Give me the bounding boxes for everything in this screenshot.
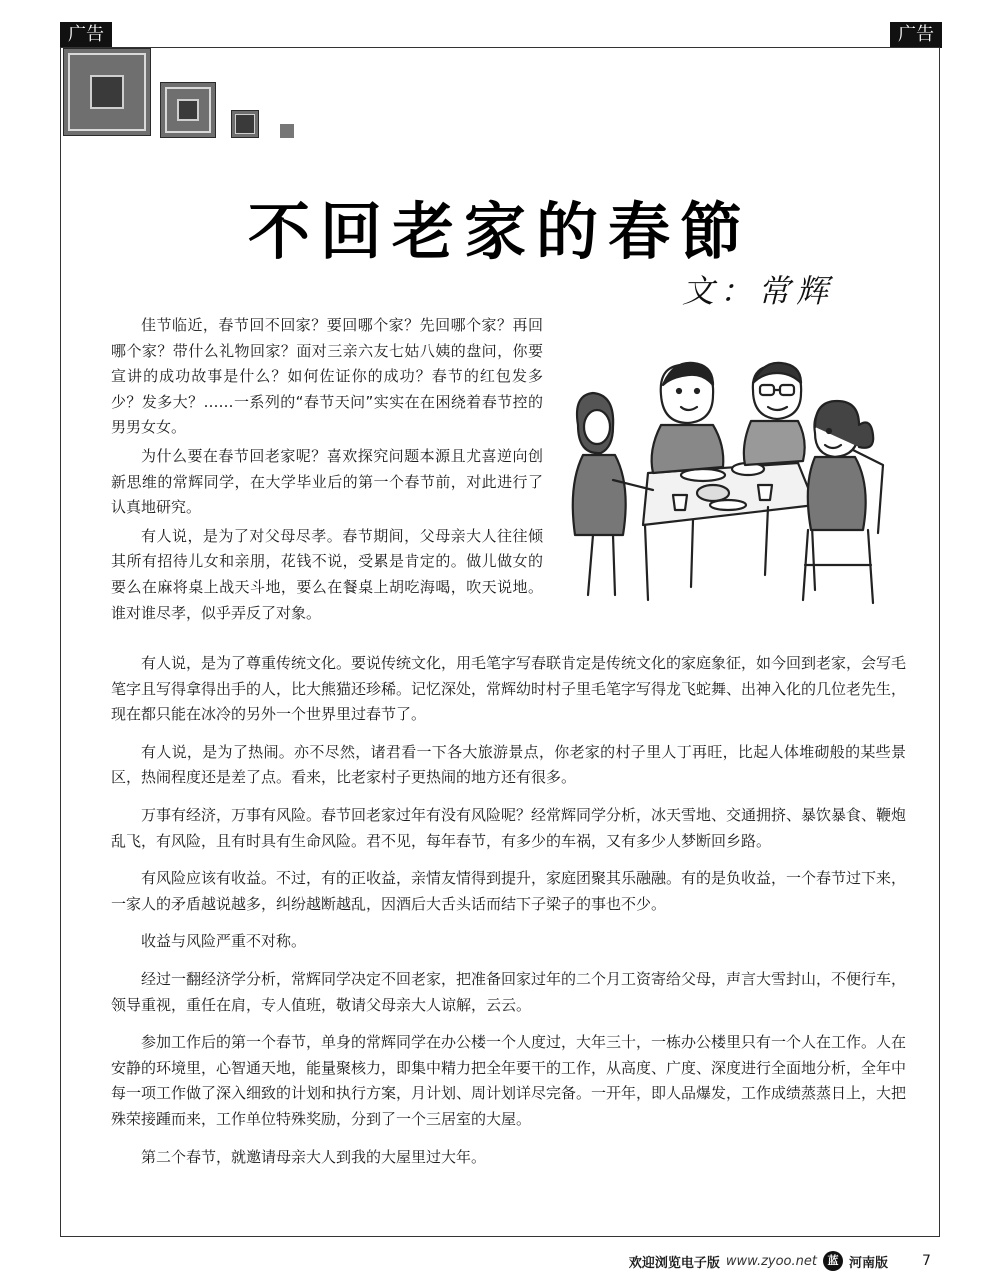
- paragraph: 经过一翻经济学分析，常辉同学决定不回老家，把准备回家过年的二个月工资寄给父母，声言大雪封山，不便行车，领导重视，重任在肩，专人值班，敬请父母亲大人谅解，云云。: [111, 969, 907, 1014]
- intro-text-column: [111, 313, 543, 629]
- paragraph: 有人说，是为了热闹。亦不尽然，诸君看一下各大旅游景点，你老家的村子里人丁再旺，比起人体堆砌般的某些景区，热闹程度还是差了点。看来，比老家村子更热闹的地方还有很多。: [111, 742, 906, 787]
- paragraph: 万事有经济，万事有风险。春节回老家过年有没有风险呢？经常辉同学分析，冰天雪地、交通拥挤、暴饮暴食、鞭炮乱飞，有风险，且有时具有生命风险。君不见，每年春节，有多少的车祸，又有多少人梦断回乡路。: [111, 805, 907, 850]
- ornament-tiny-icon: [280, 124, 294, 138]
- ad-label-left: 广告: [60, 22, 112, 48]
- footer-url[interactable]: www.zyoo.net: [725, 1253, 817, 1269]
- main-text-column: [111, 651, 906, 1182]
- footer: [629, 1250, 888, 1272]
- paragraph: 有风险应该有收益。不过，有的正收益，亲情友情得到提升，家庭团聚其乐融融。有的是负收益，一个春节过下来，一家人的矛盾越说越多，纠纷越断越乱，因酒后大舌头话而结下子梁子的事也不少。: [111, 869, 907, 913]
- paragraph: 第二个春节，就邀请母亲大人到我的大屋里过大年。: [141, 1147, 487, 1166]
- footer-edition: 河南版: [848, 1255, 888, 1271]
- ornament-large-icon: [63, 48, 151, 136]
- paragraph: 佳节临近，春节回不回家？要回哪个家？先回哪个家？再回哪个家？带什么礼物回家？面对三亲六友七姑八姨的盘问，你要宣讲的成功故事是什么？如何佐证你的成功？春节的红包发多少？发多大？……一系列的“春节天问”实实在在困绕着春节控的男男女女。: [111, 316, 543, 437]
- page-number: 7: [922, 1253, 931, 1269]
- paragraph: 收益与风险严重不对称。: [141, 932, 307, 951]
- ornament-small-icon: [231, 110, 259, 138]
- paragraph: 参加工作后的第一个春节，单身的常辉同学在办公楼一个人度过，大年三十，一栋办公楼里只有一个人在工作。人在安静的环境里，心智通天地，能量聚核力，即集中精力把全年要干的工作，从高度、广度、深度进行全面地分析，全年中每一项工作做了深入细致的计划和执行方案，月计划、周计划详尽完备。一开年，即人品爆发，工作成绩蒸蒸日上，大把殊荣接踵而来，工作单位特殊奖励，分到了一个三居室的大屋。: [111, 1033, 907, 1128]
- ad-label-right: 广告: [890, 22, 942, 48]
- paragraph: 有人说，是为了尊重传统文化。要说传统文化，用毛笔字写春联肯定是传统文化的家庭象征，如今回到老家，会写毛笔字且写得拿得出手的人，比大熊猫还珍稀。记忆深处，常辉幼时村子里毛笔字写得龙飞蛇舞、出神入化的几位老先生，现在都只能在冰冷的另外一个世界里过春节了。: [111, 654, 907, 724]
- family-dinner-illustration: [553, 355, 908, 615]
- logo-icon: 蓝: [823, 1251, 843, 1271]
- article-author: 文：常辉: [682, 272, 835, 310]
- footer-welcome: 欢迎浏览电子版: [628, 1255, 720, 1271]
- paragraph: 有人说，是为了对父母尽孝。春节期间，父母亲大人往往倾其所有招待儿女和亲朋，花钱不说，受累是肯定的。做儿做女的要么在麻将桌上战天斗地，要么在餐桌上胡吃海喝，吹天说地。谁对谁尽孝，似乎弄反了对象。: [111, 526, 543, 622]
- paragraph: 为什么要在春节回老家呢？喜欢探究问题本源且尤喜逆向创新思维的常辉同学，在大学毕业后的第一个春节前，对此进行了认真地研究。: [111, 446, 543, 517]
- ornament-medium-icon: [160, 82, 216, 138]
- article-title: 不回老家的春節: [247, 195, 752, 268]
